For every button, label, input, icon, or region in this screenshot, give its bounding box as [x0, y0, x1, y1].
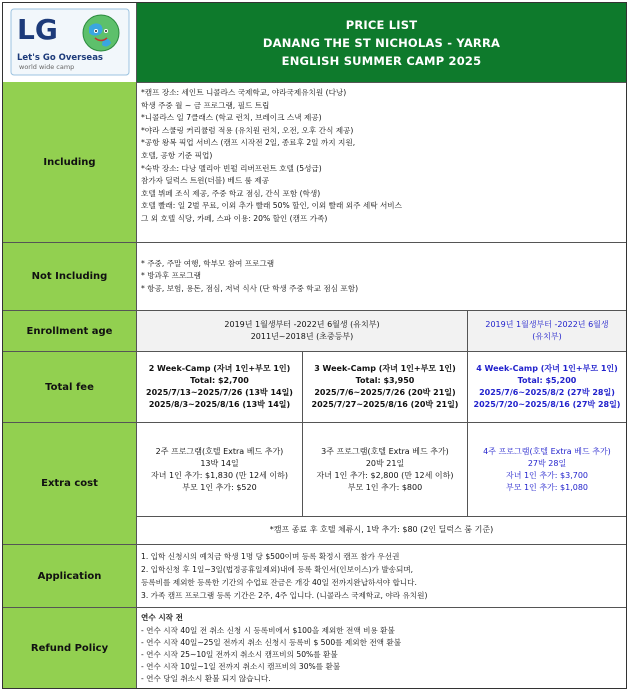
enrollment-label: Enrollment age	[3, 311, 137, 351]
application-text: 1. 입학 신청시의 예치금 학생 1명 당 $500이며 등록 확정시 캠프 참가 우선권 2. 입학신청 후 1일~3일(법정공휴일제외)내에 등록 확인서(인보이스)가 발송되며, 등록비를 제외한 등록한 기간의 수업료 잔금은 개강 40일 전까지완납하셔야 합니다. 3. 가족 캠프 프로그램 등록 기간은 2주, 4주 입니다. (니콜라스 국제학교, 야라 유치원)	[141, 552, 428, 600]
header-row	[3, 3, 626, 83]
fee-2week-title: 2 Week-Camp (자녀 1인+부모 1인)	[148, 364, 291, 373]
not-including-text: * 주중, 주말 여행, 학부모 참여 프로그램 * 방과후 프로그램 * 항공, 보험, 용돈, 점심, 저녁 식사 (단 학생 주중 학교 점심 포함)	[141, 258, 359, 293]
fee-2week-total: Total: $2,700	[190, 376, 249, 385]
extra-cost-grid	[137, 423, 626, 517]
fee-2week-date-2: 2025/8/3~2025/8/16 (13박 14일)	[148, 400, 291, 409]
fee-4week-total: Total: $5,200	[517, 376, 577, 385]
application-label: Application	[3, 545, 137, 607]
fee-4week-date-2: 2025/7/20~2025/8/16 (27박 28일)	[473, 400, 621, 409]
extra-4week	[467, 423, 626, 516]
title-line-2: DANANG THE ST NICHOLAS - YARRA	[262, 35, 501, 50]
total-fee-row	[3, 352, 626, 423]
logo-slogan: Let's Go Overseas	[17, 53, 103, 63]
enrollment-row	[3, 311, 626, 352]
price-list-title	[137, 3, 626, 82]
including-row	[3, 82, 626, 243]
not-including-row	[3, 243, 626, 311]
refund-label: Refund Policy	[3, 608, 137, 688]
not-including-label: Not Including	[3, 243, 137, 310]
fee-4week-title: 4 Week-Camp (자녀 1인+부모 1인)	[476, 364, 618, 373]
fee-2week-date-1: 2025/7/13~2025/7/26 (13박 14일)	[146, 388, 293, 397]
extra-4week-line-2: 27박 28일	[527, 458, 567, 468]
fee-3week-total: Total: $3,950	[355, 376, 415, 385]
extra-3week-line-3: 자녀 1인 추가: $2,800 (만 12세 이하)	[316, 470, 454, 480]
logo-mark: LG	[17, 13, 58, 46]
extra-2week-line-2: 13박 14일	[200, 458, 239, 468]
extra-cost-note: *캠프 종료 후 호텔 체류시, 1박 추가: $80 (2인 딜럭스 룸 기준)	[269, 525, 494, 534]
extra-2week-line-3: 자녀 1인 추가: $1,830 (만 12세 이하)	[150, 470, 288, 480]
extra-3week-line-2: 20박 21일	[365, 458, 405, 468]
refund-title: 연수 시작 전	[141, 613, 183, 622]
enrollment-age-kinder-line-2: (유치부)	[532, 332, 562, 341]
enrollment-age-line-2: 2011년~2018년 (초중등부)	[250, 332, 354, 341]
fee-3week-title: 3 Week-Camp (자녀 1인+부모 1인)	[314, 364, 456, 373]
extra-4week-line-3: 자녀 1인 추가: $3,700	[505, 470, 589, 480]
enrollment-age-kinder	[467, 311, 626, 351]
logo-subtitle: world wide camp	[19, 63, 75, 71]
fee-2week	[137, 352, 302, 422]
including-text: *캠프 장소: 세인트 니콜라스 국제학교, 야라국제유치원 (다낭) 학생 주중 월 ~ 금 프로그램, 필드 트립 *니콜라스 일 7클래스 (학교 런치, 브레이크 스낵 제공) *야라 스쿨링 커리큘럼 적용 (유치원 런치, 오전, 오후 간식 제공) *공항 왕복 픽업 서비스 (캠프 시작전 2일, 종료후 2일 까지 지원, 호텔, 공항 기준 픽업) *숙박 장소: 다낭 멜리아 빈펄 리버프런트 호텔 (5성급) 참가자 딜럭스 트윈(더블) 베드 룸 제공 호텔 뷔페 조식 제공, 주중 학교 점심, 간식 포함 (학생) 호텔 빨래: 일 2벌 무료, 이외 추가 빨래 50% 할인, 이외 빨래 외주 세탁 서비스 그 외 호텔 식당, 카페, 스파 이용: 20% 할인 (캠프 가족)	[141, 88, 402, 223]
extra-cost-row	[3, 423, 626, 545]
extra-4week-line-1: 4주 프로그램(호텔 Extra 베드 추가)	[483, 446, 611, 456]
enrollment-age-general	[137, 311, 467, 351]
application-row	[3, 545, 626, 608]
extra-2week	[137, 423, 302, 516]
title-line-3: ENGLISH SUMMER CAMP 2025	[281, 53, 482, 68]
extra-2week-line-1: 2주 프로그램(호텔 Extra 베드 추가)	[155, 446, 284, 456]
extra-4week-line-4: 부모 1인 추가: $1,080	[505, 482, 589, 492]
refund-row	[3, 608, 626, 688]
total-fee-label: Total fee	[3, 352, 137, 422]
extra-3week-line-4: 부모 1인 추가: $800	[347, 482, 423, 492]
fee-4week-date-1: 2025/7/6~2025/8/2 (27박 28일)	[479, 388, 615, 397]
fee-3week-date-1: 2025/7/6~2025/7/26 (20박 21일)	[314, 388, 456, 397]
enrollment-age-line-1: 2019년 1월생부터 -2022년 6월생 (유치부)	[224, 320, 380, 329]
title-line-1: PRICE LIST	[345, 17, 418, 32]
logo	[3, 3, 137, 82]
fee-3week-date-2: 2025/7/27~2025/8/16 (20박 21일)	[311, 400, 459, 409]
extra-3week-line-1: 3주 프로그램(호텔 Extra 베드 추가)	[321, 446, 449, 456]
including-label: Including	[3, 82, 137, 242]
refund-text: - 연수 시작 40일 전 취소 신청 시 등록비에서 $100을 제외한 전액 비용 환불 - 연수 시작 40일~25일 전까지 취소 신청시 등록비 $ 500를 제외한 전액 환불 - 연수 시작 25~10일 전까지 취소시 캠프비의 50%를 환불 - 연수 시작 10일~1일 전까지 취소시 캠프비의 30%를 환불 - 연수 당일 취소시 환불 되지 않습니다.	[141, 625, 402, 684]
fee-3week	[302, 352, 467, 422]
price-list-document	[2, 2, 627, 689]
extra-2week-line-4: 부모 1인 추가: $520	[182, 482, 257, 492]
extra-cost-label: Extra cost	[3, 423, 137, 544]
enrollment-age-kinder-line-1: 2019년 1월생부터 -2022년 6월생	[485, 320, 609, 329]
fee-4week	[467, 352, 626, 422]
extra-3week	[302, 423, 467, 516]
